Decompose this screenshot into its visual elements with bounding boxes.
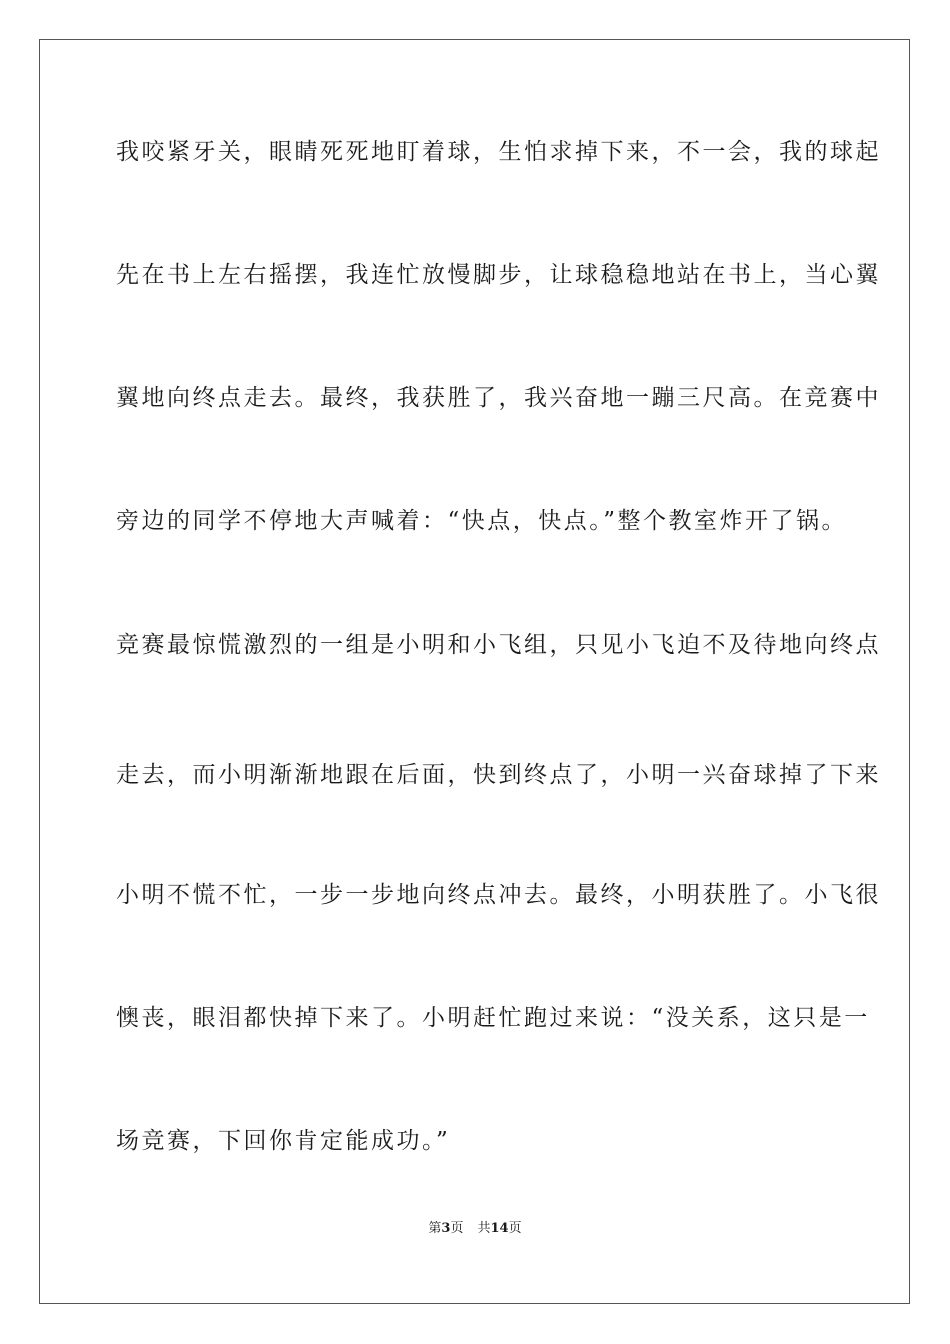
paragraph-line: 走去，而小明渐渐地跟在后面，快到终点了，小明一兴奋球掉了下来 [116,762,881,788]
total-suffix: 页 [508,1221,522,1236]
paragraph-line: 旁边的同学不停地大声喊着：“快点，快点。”整个教室炸开了锅。 [116,508,848,534]
page-number: 3 [441,1221,451,1236]
paragraph-line: 先在书上左右摇摆，我连忙放慢脚步，让球稳稳地站在书上，当心翼 [116,262,881,288]
paragraph-line: 懊丧，眼泪都快掉下来了。小明赶忙跑过来说：“没关系，这只是一 [116,1005,870,1031]
paragraph-line: 场竞赛，下回你肯定能成功。” [116,1128,451,1154]
total-prefix: 共 [477,1221,491,1236]
page-border [39,39,910,1304]
paragraph-line: 小明不慌不忙，一步一步地向终点冲去。最终，小明获胜了。小飞很 [116,882,881,908]
paragraph-line: 翼地向终点走去。最终，我获胜了，我兴奋地一蹦三尺高。在竞赛中 [116,385,881,411]
paragraph-line: 我咬紧牙关，眼睛死死地盯着球，生怕求掉下来，不一会，我的球起 [116,139,881,165]
page-footer [0,1220,950,1238]
page-suffix: 页 [450,1221,464,1236]
total-pages: 14 [490,1221,509,1236]
paragraph-line: 竞赛最惊慌激烈的一组是小明和小飞组，只见小飞迫不及待地向终点 [116,632,881,658]
page-prefix: 第 [428,1221,442,1236]
